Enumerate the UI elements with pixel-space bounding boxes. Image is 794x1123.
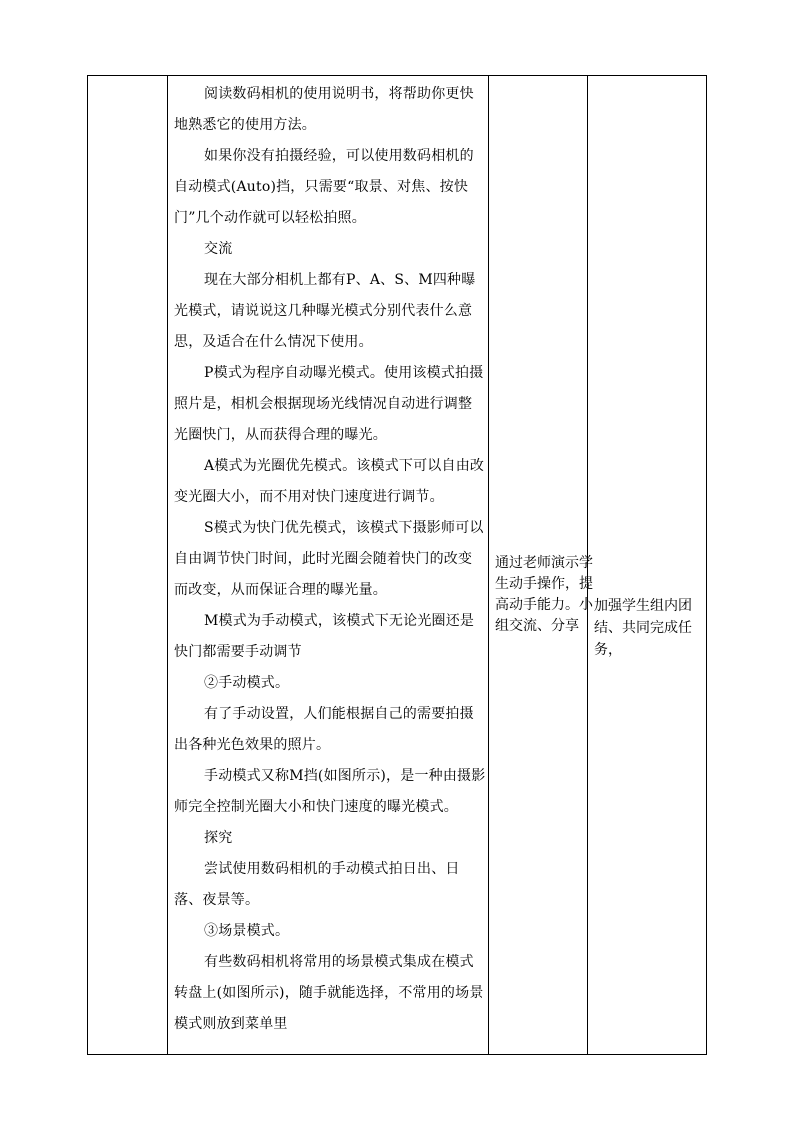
content-heading-exchange: 交流 [204,241,233,257]
content-paragraph: 如果你没有拍摄经验，可以使用数码相机的自动模式(Auto)挡，只需要“取景、对焦、按快门”几个动作就可以轻松拍照。 [174,148,474,226]
content-paragraph: A模式为光圈优先模式。该模式下可以自由改变光圈大小，而不用对快门速度进行调节。 [174,458,485,505]
teaching-content-cell [168,75,488,1055]
table-left-border [87,75,88,1055]
content-paragraph: M模式为手动模式，该模式下无论光圈还是快门都需要手动调节 [174,613,475,660]
content-paragraph: S模式为快门优先模式，该模式下摄影师可以自由调节快门时间，此时光圈会随着快门的改变而改变，从而保证合理的曝光量。 [174,520,484,598]
content-subheading-manual-mode: ②手动模式。 [204,675,290,691]
content-heading-explore: 探究 [204,830,233,846]
lesson-table [87,75,707,1055]
content-paragraph: 有了手动设置，人们能根据自己的需要拍摄出各种光色效果的照片。 [174,706,474,753]
content-paragraph: P模式为程序自动曝光模式。使用该模式拍摄照片是，相机会根据现场光线情况自动进行调整光圈快门，从而获得合理的曝光。 [174,365,484,443]
content-paragraph: 有些数码相机将常用的场景模式集成在模式转盘上(如图所示)，随手就能选择，不常用的场景模式则放到菜单里 [174,954,484,1032]
content-paragraph: 现在大部分相机上都有P、A、S、M四种曝光模式，请说说这几种曝光模式分别代表什么意思，及适合在什么情况下使用。 [174,272,476,350]
content-paragraph: 尝试使用数码相机的手动模式拍日出、日落、夜景等。 [174,861,460,908]
content-paragraph: 阅读数码相机的使用说明书，将帮助你更快地熟悉它的使用方法。 [174,86,474,133]
table-right-border [706,75,707,1055]
content-subheading-scene-mode: ③场景模式。 [204,923,290,939]
content-paragraph: 手动模式又称M挡(如图所示)，是一种由摄影师完全控制光圈大小和快门速度的曝光模式。 [174,768,486,815]
teaching-method-cell: 通过老师演示学生动手操作，提高动手能力。小组交流、分享 [495,555,593,634]
design-intent-cell: 加强学生组内团结、共同完成任务， [594,598,692,658]
